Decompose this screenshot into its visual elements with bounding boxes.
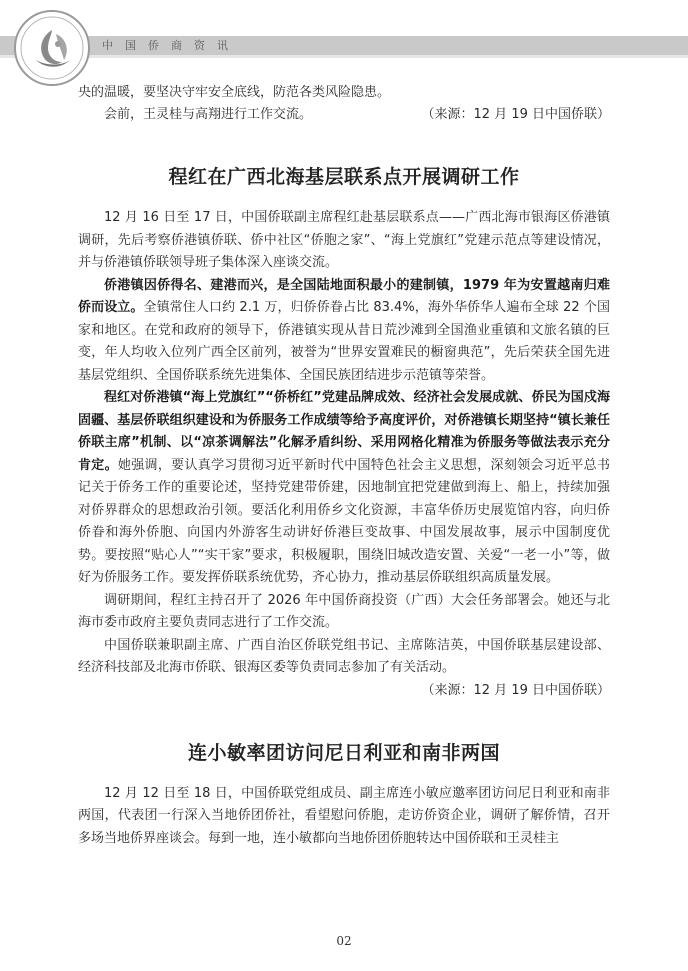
page-number: 02 <box>336 934 352 948</box>
prev-article-footer <box>78 104 610 126</box>
article1-paragraph: 中国侨联兼职副主席、广西自治区侨联党组书记、主席陈洁英，中国侨联基层建设部、经济科技部及北海市侨联、银海区委等负责同志参加了有关活动。 <box>78 637 610 675</box>
article1-paragraph: 调研期间，程红主持召开了 2026 年中国侨商投资（广西）大会任务部署会。她还与北海市委市政府主要负责同志进行了工作交流。 <box>78 592 610 630</box>
article2-paragraph: 12 月 12 日至 18 日，中国侨联党组成员、副主席连小敏应邀率团访问尼日利亚和南非两国，代表团一行深入当地侨团侨社，看望慰问侨胞，走访侨资企业，调研了解侨情，召开多场当地侨界座谈会。每到一地，连小敏都向当地侨团侨胞转达中国侨联和王灵桂主 <box>78 785 610 846</box>
article1-paragraph: 12 月 16 日至 17 日，中国侨联副主席程红赴基层联系点——广西北海市银海区侨港镇调研，先后考察侨港镇侨联、侨中社区“侨胞之家”、“海上党旗红”党建示范点等建设情况，并与侨港镇侨联领导班子集体深入座谈交流。 <box>78 210 610 270</box>
logo-emblem <box>12 8 92 88</box>
article1-text: 她强调，要认真学习贯彻习近平新时代中国特色社会主义思想，深刻领会习近平总书记关于侨务工作的重要论述，坚持党建带侨建，因地制宜把党建做到海上、船上，持续加强对侨界群众的思想政治引领。要活化利用侨乡文化资源，丰富华侨历史展览馆内容，向归侨侨眷和海外侨胞、向国内外游客生动讲好侨港巨变故事、中国发展故事，展示中国制度优势。要按照“贴心人”“实干家”要求，积极履职，围绕旧城改造安置、关爱“一老一小”等，做好为侨服务工作。要发挥侨联系统优势，齐心协力，推动基层侨联组织高质量发展。 <box>78 457 610 585</box>
article1-source: （来源：12 月 19 日中国侨联） <box>421 682 610 698</box>
prev-article-source: （来源：12 月 19 日中国侨联） <box>421 107 610 122</box>
article1-bold-lead: 程红对侨港镇“海上党旗红”“侨桥红”党建品牌成效、经济社会发展成就、侨民为国戍海固疆、基层侨联组织建设和为侨服务工作成绩等给予高度评价，对侨港镇长期坚持“镇长兼任侨联主席”机制、以“凉茶调解法”化解矛盾纠纷、采用网格化精准为侨服务等做法表示充分肯定。 <box>78 390 610 473</box>
article1-bold-lead: 侨港镇因侨得名、建港而兴，是全国陆地面积最小的建制镇，1979 年为安置越南归难侨而设立。 <box>78 277 610 315</box>
article1-title: 程红在广西北海基层联系点开展调研工作 <box>168 166 520 188</box>
article1-paragraph <box>78 275 610 388</box>
article1-paragraph <box>78 387 610 590</box>
article1-text: 全镇常住人口约 2.1 万，归侨侨眷占比 83.4%，海外华侨华人遍布全球 22 个国家和地区。在党和政府的领导下，侨港镇实现从昔日荒沙滩到全国渔业重镇和文旅名镇的巨变，年人均收入位列广西全区前列，被誉为“世界安置难民的橱窗典范”，先后荣获全国先进基层党组织、全国侨联系统先进集体、全国民族团结进步示范镇等荣誉。 <box>78 300 610 383</box>
section-title: 中国侨商资讯 <box>102 39 240 52</box>
content-area <box>78 82 610 850</box>
prev-article-line: 会前，王灵桂与高翔进行工作交流。 <box>104 107 313 122</box>
header-shade <box>0 55 688 58</box>
prev-article-line: 央的温暖，要坚决守牢安全底线，防范各类风险隐患。 <box>78 85 391 100</box>
logo-icon <box>12 8 92 88</box>
article2-title: 连小敏率团访问尼日利亚和南非两国 <box>187 741 500 764</box>
